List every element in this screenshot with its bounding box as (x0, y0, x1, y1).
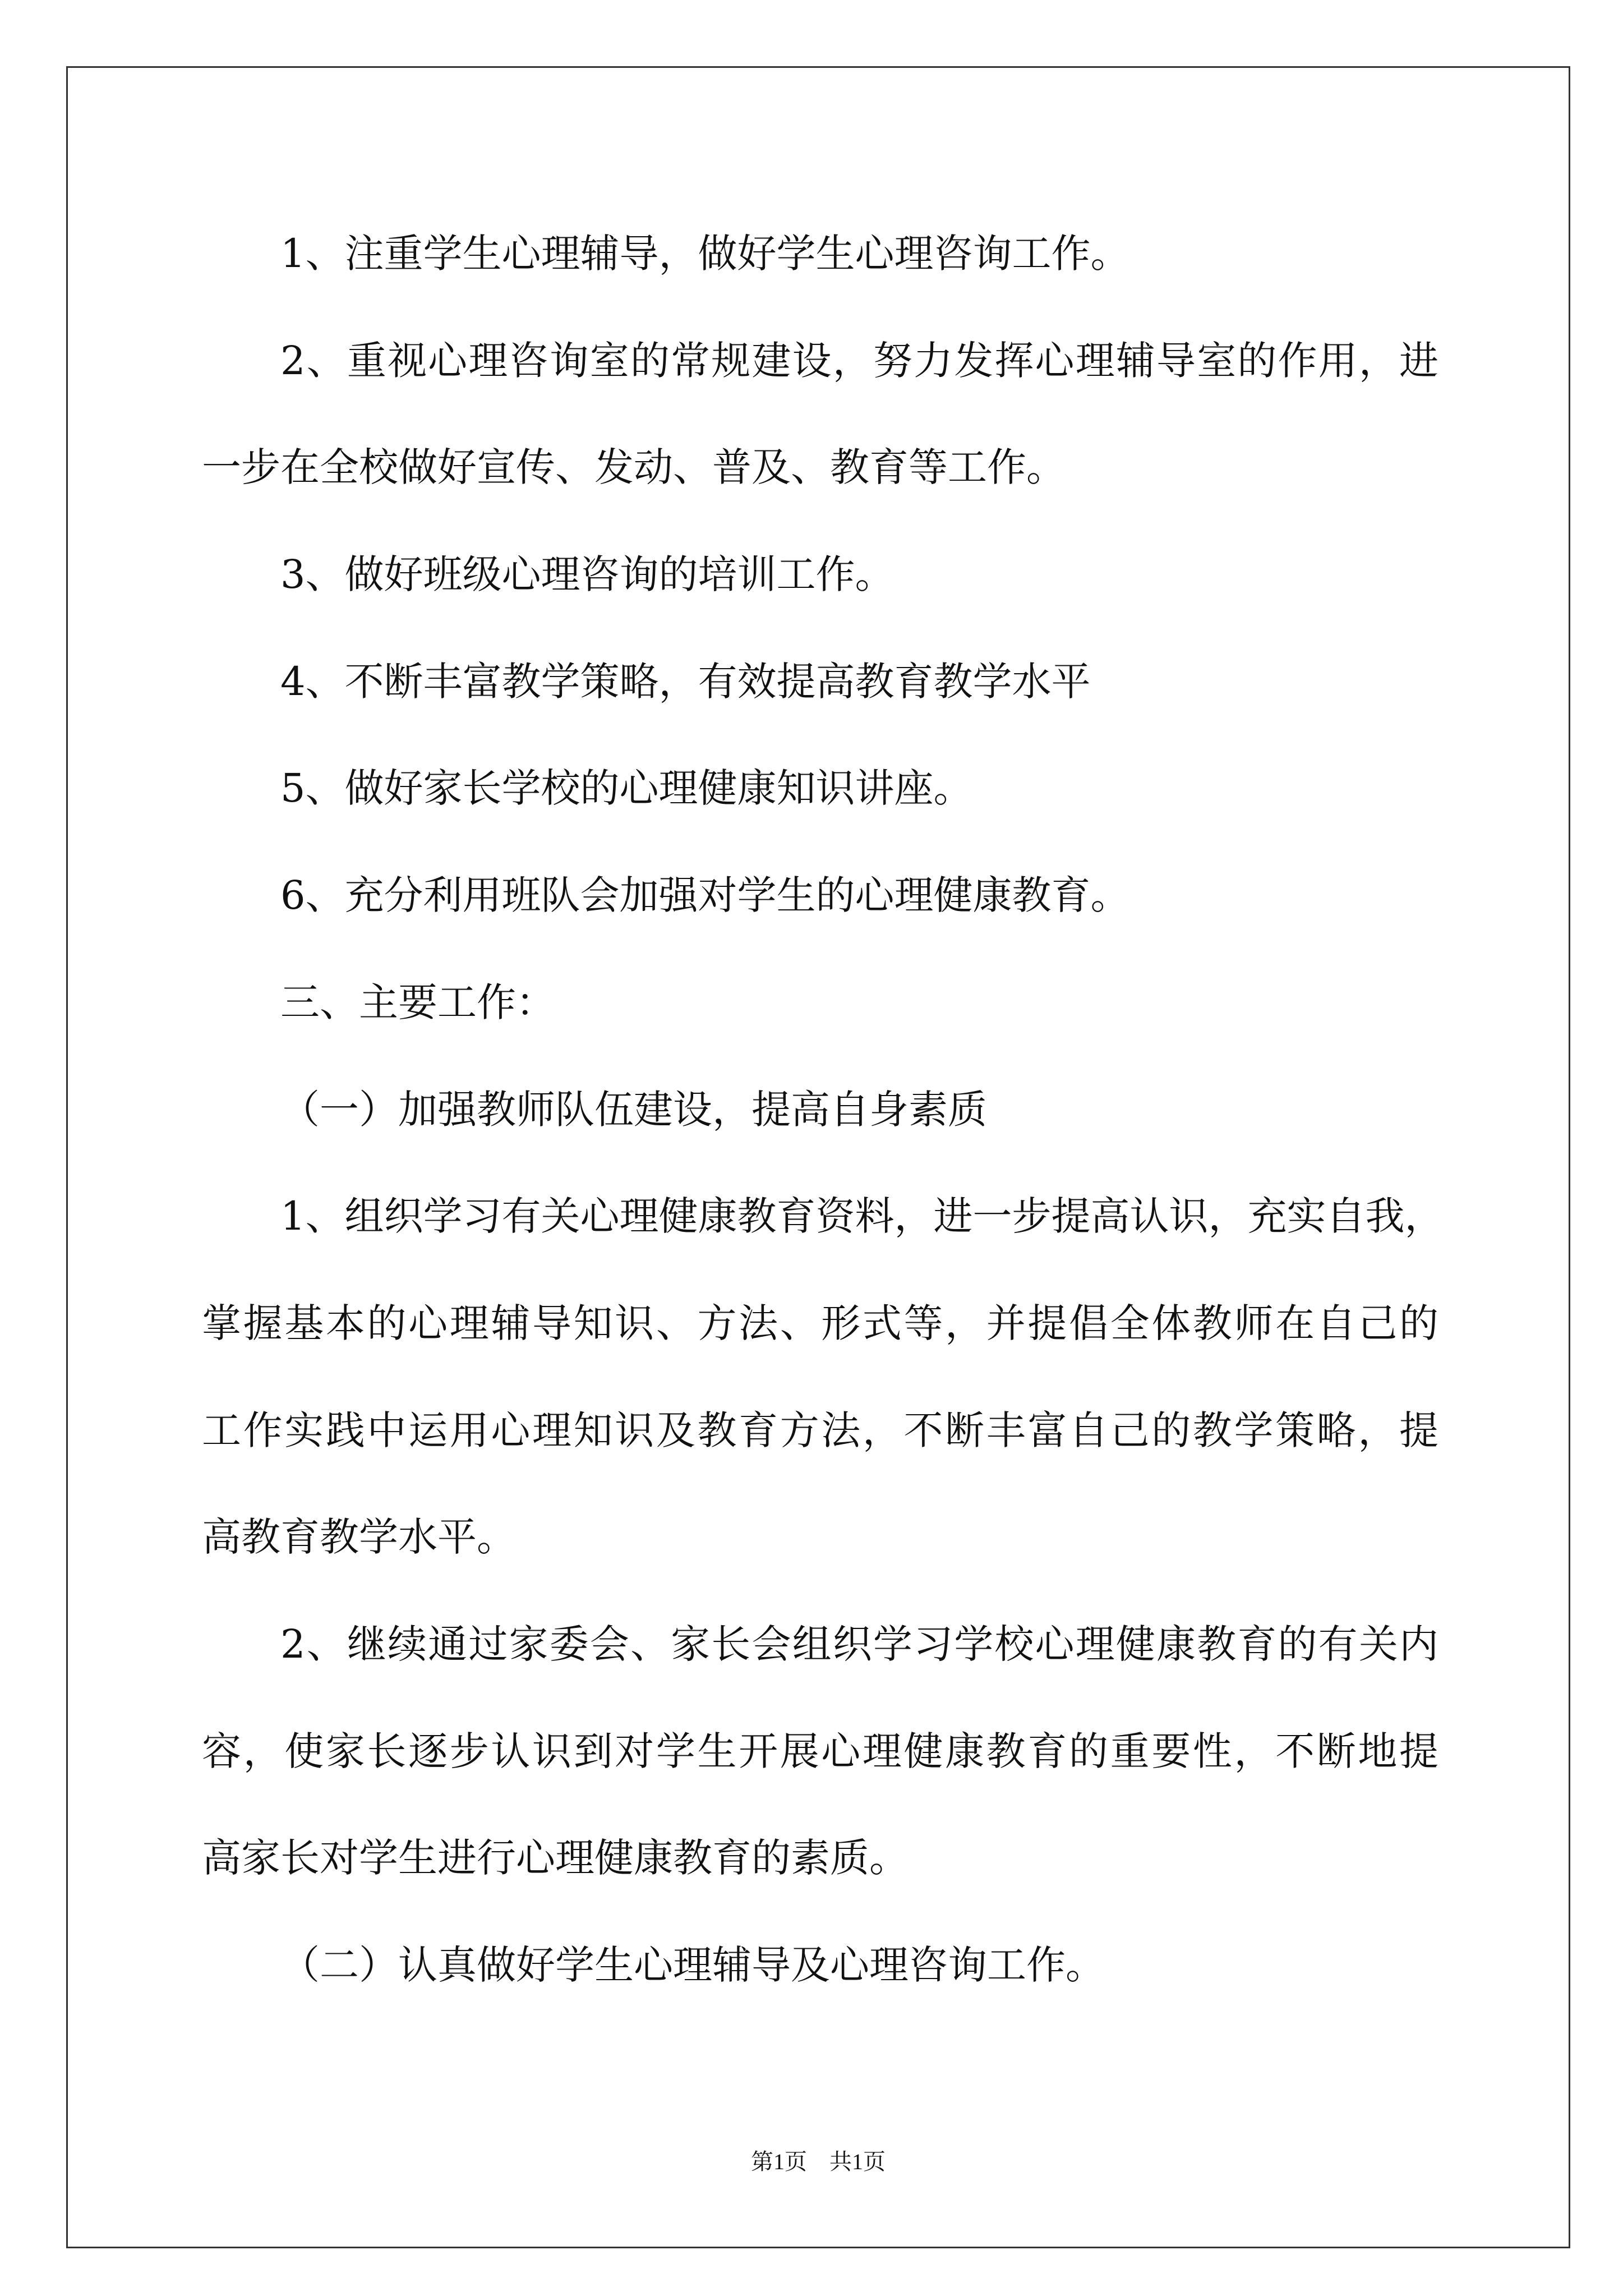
text-line: 一步在全校做好宣传、发动、普及、教育等工作。 (202, 444, 1066, 491)
text-line: 2、重视心理咨询室的常规建设，努力发挥心理辅导室的作用，进 (280, 337, 1438, 384)
text-line: 1、注重学生心理辅导，做好学生心理咨询工作。 (280, 231, 1130, 277)
text-line: 1、组织学习有关心理健康教育资料，进一步提高认识，充实自我， (280, 1193, 1444, 1240)
subsection-heading: （一）加强教师队伍建设，提高自身素质 (280, 1086, 987, 1133)
text-line: 工作实践中运用心理知识及教育方法，不断丰富自己的教学策略，提 (202, 1407, 1438, 1453)
text-line: 6、充分利用班队会加强对学生的心理健康教育。 (280, 872, 1130, 919)
text-line: 容，使家长逐步认识到对学生开展心理健康教育的重要性，不断地提 (202, 1728, 1438, 1774)
text-line: 5、做好家长学校的心理健康知识讲座。 (280, 765, 973, 812)
text-line: 2、继续通过家委会、家长会组织学习学校心理健康教育的有关内 (280, 1621, 1438, 1667)
document-body (202, 200, 1444, 2019)
section-heading: 三、主要工作： (280, 979, 555, 1025)
text-line: 高家长对学生进行心理健康教育的素质。 (202, 1835, 909, 1881)
subsection-heading: （二）认真做好学生心理辅导及心理咨询工作。 (280, 1942, 1105, 1988)
text-line: 4、不断丰富教学策略，有效提高教育教学水平 (280, 658, 1091, 705)
text-line: 掌握基本的心理辅导知识、方法、形式等，并提倡全体教师在自己的 (202, 1300, 1438, 1346)
page-number-footer: 第1页 共1页 (751, 2149, 886, 2174)
text-line: 高教育教学水平。 (202, 1514, 516, 1561)
text-line: 3、做好班级心理咨询的培训工作。 (280, 551, 895, 598)
